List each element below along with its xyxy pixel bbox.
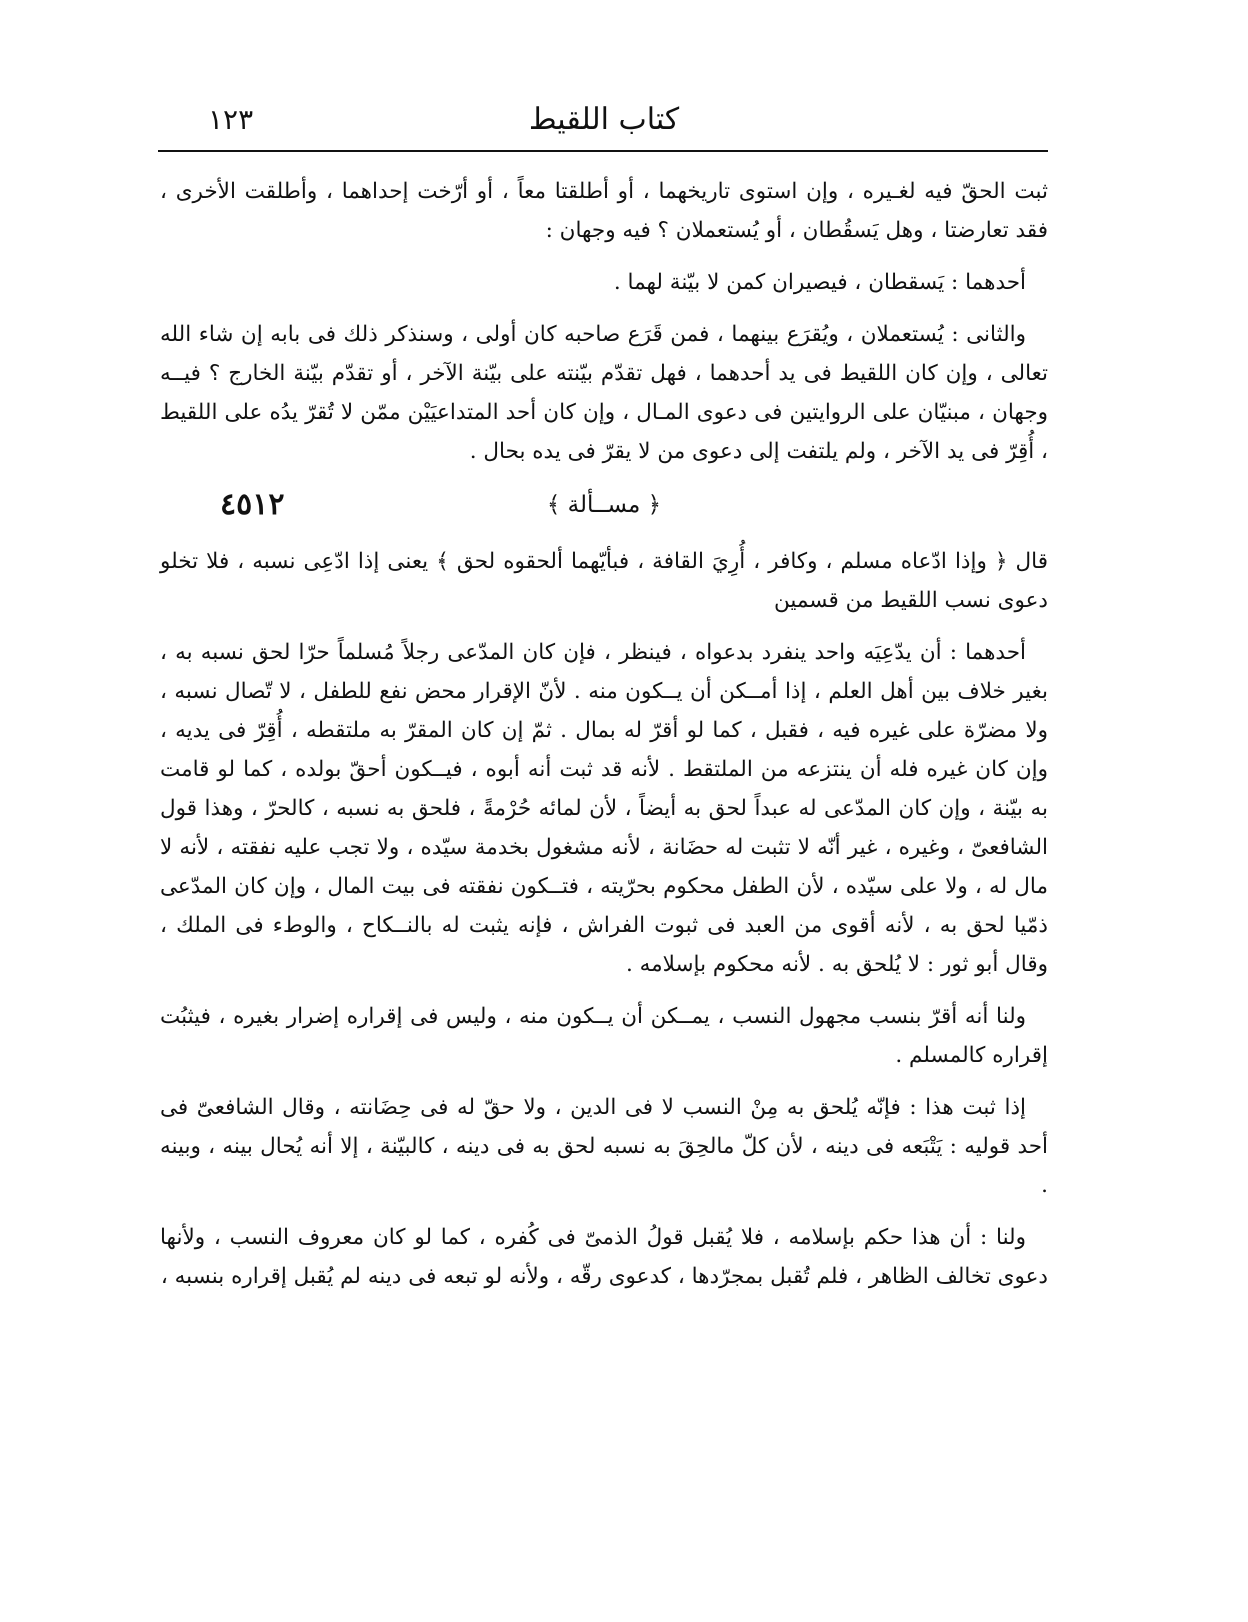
paragraph: أحدهما : أن يدّعِيَه واحد ينفرد بدعواه ، فينظر ، فإن كان المدّعى رجلاً مُسلماً حرّا لحق نسبه به ، بغير خلاف بين أهل العلم ، إذا أمــكن أن يــكون منه . لأنّ الإقرار محض نفع للطفل ، لا تّصال نسبه ، ولا مضرّة على غيره فيه ، فقبل ، كما لو أقرّ له بمال . ثمّ إن كان المقرّ به ملتقطه ، أُقِرّ فى يديه ، وإن كان غيره فله أن ينتزعه من الملتقط . لأنه قد ثبت أنه أبوه ، فيــكون أحقّ بولده ، كما لو قامت به بيّنة ، وإن كان المدّعى له عبداً لحق به أيضاً ، لأن لمائه حُرْمةً ، فلحق به نسبه ، كالحرّ ، وهذا قول الشافعىّ ، وغيره ، غير أنّه لا تثبت له حضَانة ، لأنه مشغول بخدمة سيّده ، ولا تجب عليه نفقته ، لأنه لا مال له ، ولا على سيّده ، لأن الطفل محكوم بحرّيته ، فتــكون نفقته فى بيت المال ، وإن كان المدّعى ذمّيا لحق به ، لأنه أقوى من العبد فى ثبوت الفراش ، فإنه يثبت له بالنــكاح ، والوطء فى الملك ، وقال أبو ثور : لا يُلحق به . لأنه محكوم بإسلامه . (160, 640, 1048, 977)
masala-heading (160, 484, 1048, 526)
masala-title: ﴿ مســألة ﴾ (546, 492, 662, 518)
page-number: ١٢٣ (208, 103, 254, 136)
header-title: كتاب اللقيط (528, 102, 680, 137)
paragraph: ولنا أنه أقرّ بنسب مجهول النسب ، يمــكن أن يــكون منه ، وليس فى إقراره إضرار بغيره ، فيثبُت إقراره كالمسلم . (160, 1004, 1048, 1068)
paragraph: قال ﴿ وإذا ادّعاه مسلم ، وكافر ، أُرِيَ القافة ، فبأيّهما ألحقوه لحق ﴾ يعنى إذا ادّعِى نسبه ، فلا تخلو دعوى نسب اللقيط من قسمين (160, 549, 1048, 613)
running-header (160, 98, 1048, 148)
paragraph: أحدهما : يَسقطان ، فيصيران كمن لا بيّنة لهما . (613, 270, 1026, 295)
paragraph: والثانى : يُستعملان ، ويُقرَع بينهما ، فمن قَرَع صاحبه كان أولى ، وسنذكر ذلك فى بابه إن شاء الله تعالى ، وإن كان اللقيط فى يد أحدهما ، فهل تقدّم بيّنته على بيّنة الآخر ، أو تقدّم بيّنة الخارج ؟ فيــه وجهان ، مبنيّان على الروايتين فى دعوى المـال ، وإن كان أحد المتداعيَيْن ممّن لا تُقرّ يدُه على اللقيط ، أُقِرّ فى يد الآخر ، ولم يلتفت إلى دعوى من لا يقرّ فى يده بحال . (160, 322, 1048, 464)
masala-number: ٤٥١٢ (220, 487, 285, 522)
header-rule (158, 150, 1048, 152)
page-body (160, 172, 1048, 1309)
paragraph: ثبت الحقّ فيه لغـيره ، وإن استوى تاريخهما ، أو أطلقتا معاً ، أو أرّخت إحداهما ، وأطلقت الأخرى ، فقد تعارضتا ، وهل يَسقُطان ، أو يُستعملان ؟ فيه وجهان : (160, 179, 1048, 243)
paragraph: إذا ثبت هذا : فإنّه يُلحق به مِنْ النسب لا فى الدين ، ولا حقّ له فى حِضَانته ، وقال الشافعىّ فى أحد قوليه : يَتْبَعه فى دينه ، لأن كلّ مالحِقَ به نسبه لحق به فى دينه ، كالبيّنة ، إلا أنه يُحال بينه ، وبينه . (160, 1095, 1048, 1198)
paragraph: ولنا : أن هذا حكم بإسلامه ، فلا يُقبل قولُ الذمىّ فى كُفره ، كما لو كان معروف النسب ، ولأنها دعوى تخالف الظاهر ، فلم تُقبل بمجرّدها ، كدعوى رقّه ، ولأنه لو تبعه فى دينه لم يُقبل إقراره بنسبه ، (160, 1225, 1048, 1289)
